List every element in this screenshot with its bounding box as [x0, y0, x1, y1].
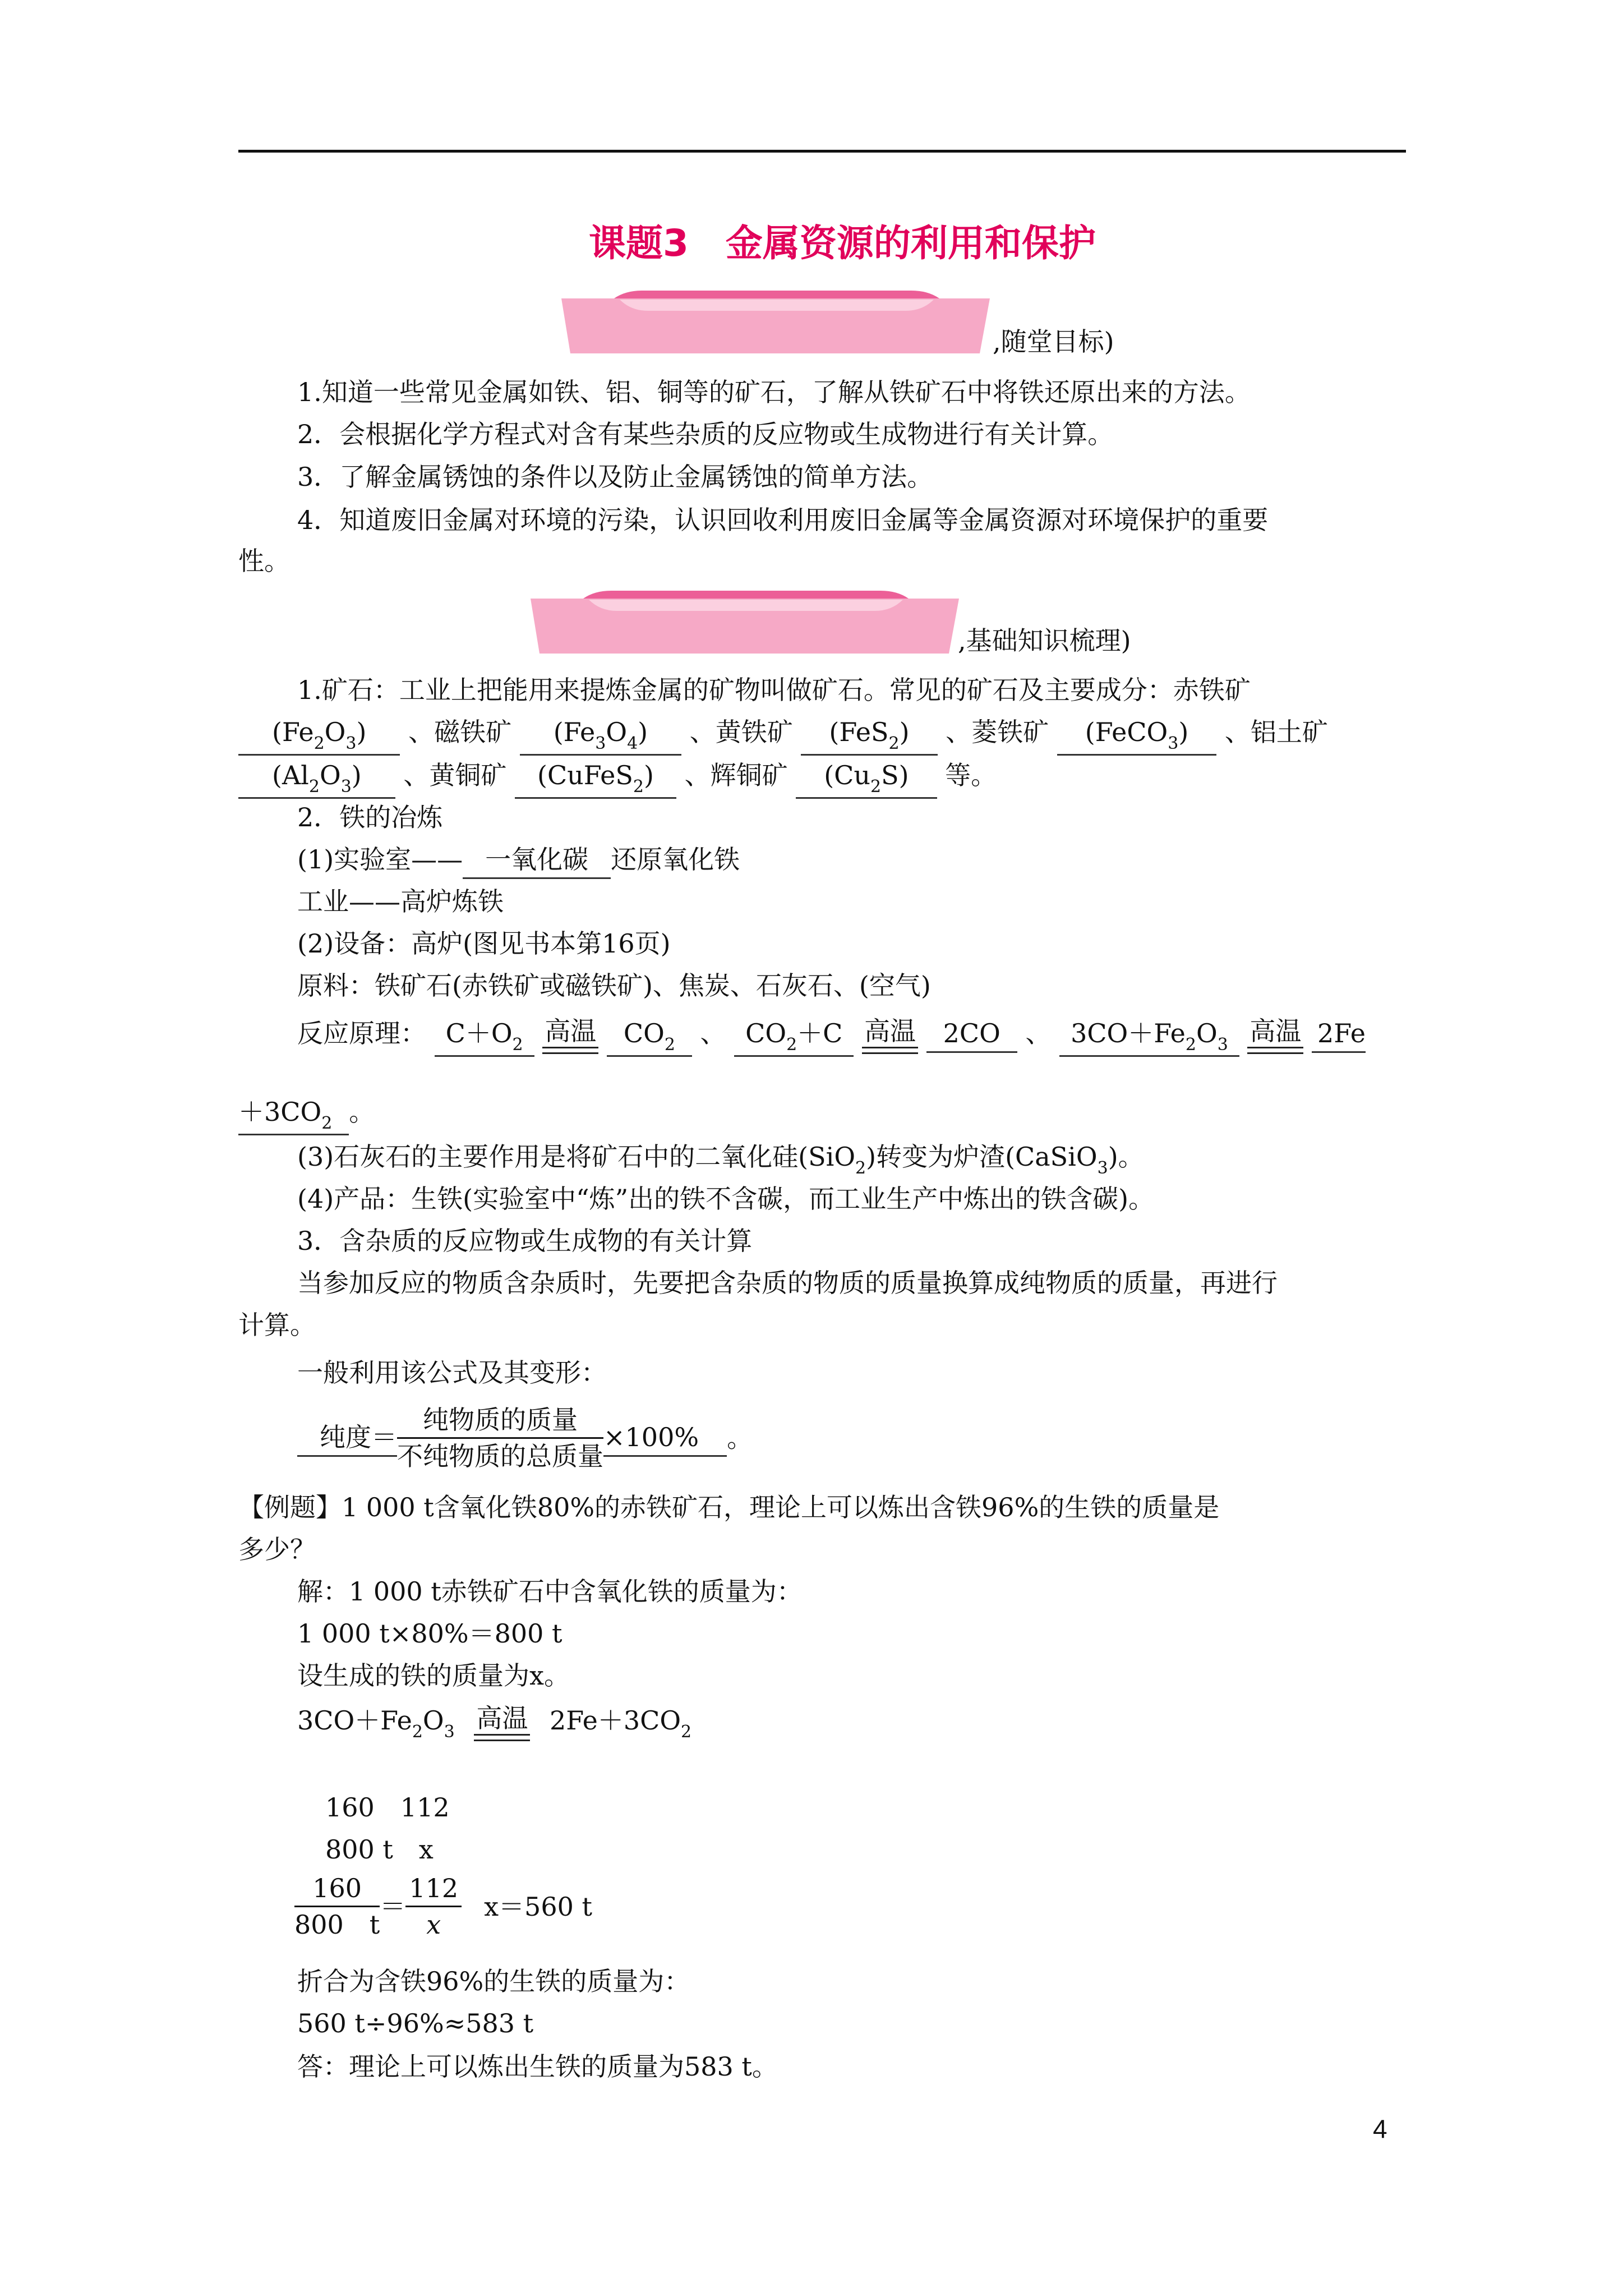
chalcopyrite-answer: (CuFeS$_2$) — [515, 757, 676, 799]
solution-line-1: 解：1 000 t赤铁矿石中含氧化铁的质量为： — [297, 1576, 803, 1607]
materials-line: 原料：铁矿石(赤铁矿或磁铁矿)、焦炭、石灰石、(空气) — [297, 970, 931, 1001]
goal-item-2: 2．会根据化学方程式对含有某些杂质的反应物或生成物进行有关计算。 — [297, 419, 1114, 449]
siderite-answer: (FeCO$_3$) — [1057, 714, 1217, 756]
section-banner-knowledge — [527, 591, 965, 658]
chalcocite-answer: $(Cu_2S)$ — [796, 757, 937, 799]
eq3-left: $3CO+Fe_2O_3$ — [1059, 1015, 1239, 1057]
example-line-2: 多少？ — [238, 1534, 316, 1565]
eq2-condition: 高温 — [862, 1016, 918, 1055]
bauxite-answer: $(Al_2O_3)$ — [238, 757, 395, 799]
industry-line: 工业——高炉炼铁 — [297, 886, 504, 917]
smelting-title: 2．铁的冶炼 — [297, 802, 443, 832]
convert-line: 折合为含铁96%的生铁的质量为： — [297, 1966, 690, 1996]
eq3-cont-line: $+3CO_2$ 。 — [238, 1094, 375, 1135]
page-title: 课题3 金属资源的利用和保护 — [589, 222, 1096, 265]
principle-label: 反应原理： — [297, 1018, 426, 1048]
product-line: (4)产品：生铁(实验室中“炼”出的铁不含碳，而工业生产中炼出的铁含碳)。 — [297, 1184, 1155, 1214]
goal-item-4-cont: 性。 — [238, 546, 290, 576]
eq2-right: 2CO — [926, 1015, 1017, 1053]
formula-intro: 一般利用该公式及其变形： — [297, 1358, 607, 1388]
eq1-condition: 高温 — [542, 1016, 598, 1055]
mass-row-2: 800 t x — [325, 1834, 434, 1865]
section-knowledge-heading: ,基础知识梳理) — [958, 625, 1131, 656]
header-rule — [238, 150, 1406, 153]
equipment-line: (2)设备：高炉(图见书本第16页) — [297, 928, 671, 959]
solution-eq-condition: 高温 — [474, 1704, 530, 1742]
eq1-left: $C+O_2$ — [435, 1015, 534, 1057]
convert-calc: 560 t÷96%≈583 t — [297, 2008, 534, 2039]
calc-desc-2: 计算。 — [238, 1310, 316, 1340]
page-number: 4 — [1373, 2114, 1387, 2143]
pyrite-answer: (FeS$_2$) — [801, 714, 937, 756]
solution-line-2: 1 000 t×80%＝800 t — [297, 1618, 562, 1649]
ore-line-3: $(Al_2O_3)$ 、黄铜矿 (CuFeS$_2$) 、辉铜矿 $(Cu_2S)$ 等。 — [238, 757, 997, 799]
reaction-principle-line: 反应原理： $C+O_2$ 高温 $CO_2$ 、 $CO_2+C$ 高温 2CO 、 $3CO+Fe_2O_3$ 高温 2Fe — [297, 1015, 1366, 1057]
eq2-left: $CO_2+C$ — [734, 1015, 854, 1057]
goal-item-1: 1.知道一些常见金属如铁、铝、铜等的矿石，了解从铁矿石中将铁还原出来的方法。 — [297, 377, 1251, 407]
ore-intro: 1.矿石：工业上把能用来提炼金属的矿物叫做矿石。常见的矿石及主要成分：赤铁矿 — [297, 675, 1251, 705]
lab-answer: 一氧化碳 — [463, 841, 611, 879]
example-line-1: 【例题】1 000 t含氧化铁80%的赤铁矿石，理论上可以炼出含铁96%的生铁的质量是 — [238, 1492, 1220, 1522]
hematite-answer: $(Fe_2O_3)$ — [238, 714, 400, 756]
purity-fraction: $\frac{\text{纯物质的质量}}{\text{不纯物质的总质量}}$ — [397, 1402, 603, 1474]
eq3-right: 2Fe — [1312, 1015, 1366, 1053]
mass-row-1: 160 112 — [325, 1792, 450, 1823]
answer-line: 答：理论上可以炼出生铁的质量为583 t。 — [297, 2051, 778, 2082]
magnetite-answer: $(Fe_3O_4)$ — [520, 714, 681, 756]
goal-item-4: 4．知道废旧金属对环境的污染，认识回收利用废旧金属等金属资源对环境保护的重要 — [297, 505, 1269, 535]
ratio-equation: $\frac{160}{800 t}$ ＝ $\frac{112}{x}$ x＝560 t — [294, 1871, 592, 1942]
purity-formula: 纯度＝ $\frac{\text{纯物质的质量}}{\text{不纯物质的总质量}}$ ×100% 。 — [297, 1402, 753, 1474]
goal-item-3: 3．了解金属锈蚀的条件以及防止金属锈蚀的简单方法。 — [297, 462, 933, 492]
ratio-fraction-1: $\frac{160}{800 t}$ — [294, 1871, 380, 1942]
limestone-line: (3)石灰石的主要作用是将矿石中的二氧化硅(SiO$_2$)转变为炉渣(CaSiO$_3$)。 — [297, 1142, 1144, 1178]
ore-line-2: $(Fe_2O_3)$ 、磁铁矿 $(Fe_3O_4)$ 、黄铁矿 (FeS$_2$) 、菱铁矿 (FeCO$_3$) 、铝土矿 — [238, 714, 1328, 756]
section-goals-heading: ,随堂目标) — [993, 326, 1114, 357]
calc-desc-1: 当参加反应的物质含杂质时，先要把含杂质的物质的质量换算成纯物质的质量，再进行 — [297, 1268, 1278, 1298]
calc-title: 3．含杂质的反应物或生成物的有关计算 — [297, 1226, 753, 1256]
lab-line: (1)实验室—— 一氧化碳 还原氧化铁 — [297, 841, 740, 879]
eq3-condition: 高温 — [1247, 1016, 1303, 1055]
solution-equation: $3CO+Fe_2O_3$ 高温 $2Fe+3CO_2$ — [297, 1703, 692, 1742]
eq1-right: $CO_2$ — [607, 1015, 692, 1057]
solution-line-3: 设生成的铁的质量为x。 — [297, 1660, 570, 1691]
section-banner-goals — [558, 291, 995, 358]
ratio-fraction-2: $\frac{112}{x}$ — [405, 1871, 462, 1942]
